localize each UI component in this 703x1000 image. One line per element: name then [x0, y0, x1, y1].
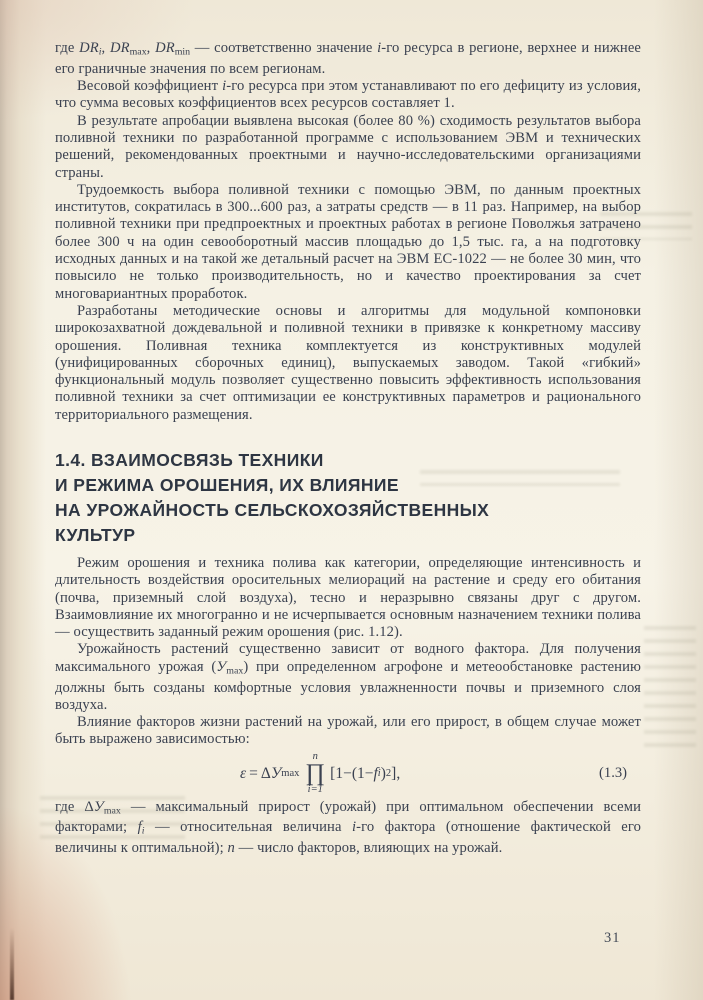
- show-through-artifact: [600, 212, 692, 240]
- paragraph-weight-coefficient: Весовой коэффициент i-го ресурса при этом устанавливают по его дефициту из условия, что сумма весовых коэффициентов всех ресурсов составляет 1.: [55, 78, 641, 112]
- show-through-artifact: [644, 626, 696, 756]
- paragraph-formula-legend-dr: где DRi, DRmax, DRmin — соответственно значение i-го ресурса в регионе, верхнее и нижнее его граничные значения по всем регионам.: [55, 40, 642, 77]
- page-number: 31: [604, 930, 621, 946]
- paragraph-yield-water-factor: Урожайность растений существенно зависит от водного фактора. Для получения максимального урожая (Уmax) при определенном агрофоне и метеообстановке растению должны быть созданы комфортные условия увлажненности почвы и приземного слоя воздуха.: [55, 641, 641, 713]
- product-symbol: ∏: [305, 760, 326, 787]
- paragraph-modular-basis: Разработаны методические основы и алгоритмы для модульной компоновки широкозахватной дождевальной и поливной техники в привязке к конкретному массиву орошения. Поливная техника комплектуется из конструктивных модулей (унифицированных сборочных единиц), выпускаемых заводом. Такой «гибкий» функциональный модуль позволяет существенно повысить эффективность использования поливной техники за счет оптимизации ее конструктивных параметров и рационального территориального размещения.: [55, 302, 641, 423]
- paragraph-approbation-results: В результате апробации выявлена высокая (более 80 %) сходимость результатов выбора поливной техники по разработанной программе с использованием ЭВМ и технических решений, рекомендованных проектными и научно-исследовательскими организациями страны.: [55, 112, 641, 181]
- paragraph-labor-intensity: Трудоемкость выбора поливной техники с помощью ЭВМ, по данным проектных институтов, сократилась в 300...600 раз, а затраты средств — в 11 раз. Например, на выбор поливной техники при предпроектных и проектных работах в регионе Поволжья затрачено более 300 ч на один севооборотный массив площадью до 1,5 тыс. га, а на подготовку исходных данных и на такой же детальный расчет на ЭВМ ЕС-1022 — не более 30 мин, что повысило не только производительность, но и качество проектирования за счет многовариантных проработок.: [55, 181, 641, 302]
- equals-sign: =: [249, 764, 258, 782]
- yield-subscript: max: [281, 768, 300, 780]
- equation-paren: ): [380, 764, 386, 782]
- book-spine-shadow: [10, 928, 14, 1000]
- equation-number: (1.3): [599, 765, 627, 782]
- factor-symbol: f: [373, 764, 378, 782]
- section-heading-line: 1.4. ВЗАИМОСВЯЗЬ ТЕХНИКИ: [55, 450, 324, 470]
- equation-1-3: [240, 752, 400, 796]
- section-heading-line: И РЕЖИМА ОРОШЕНИЯ, ИХ ВЛИЯНИЕ: [55, 475, 399, 495]
- equation-body: [1−(1−: [330, 764, 374, 782]
- product-upper-limit: n: [312, 750, 318, 762]
- paragraph-formula-legend-1-3: где ΔУmax — максимальный прирост (урожай) при оптимальном обеспечении всеми факторами; fi — относительная величина i-го фактора (отношение фактической его величины к оптимальной); n — число факторов, влияющих на урожай.: [55, 798, 641, 857]
- equation-row: [55, 752, 641, 796]
- equation-end: ],: [391, 764, 401, 782]
- equation-lhs: ε: [240, 764, 247, 782]
- paragraph-irrigation-regime: Режим орошения и техника полива как категории, определяющие интенсивность и длительность воздействия оросительных мелиораций на растение и среду его обитания (почва, приземный слой воздуха), тесно и неразрывно связаны друг с другом. Взаимовлияние их многогранно и не исчерпывается основным назначением техники полива — осуществить заданный режим орошения (рис. 1.12).: [55, 555, 641, 641]
- factor-subscript: i: [377, 768, 381, 780]
- yield-symbol: У: [270, 764, 282, 782]
- section-heading-line: КУЛЬТУР: [55, 525, 136, 545]
- square-exponent: 2: [385, 768, 392, 780]
- product-operator: [305, 752, 325, 796]
- product-lower-limit: i=1: [307, 784, 323, 796]
- text-column: [55, 40, 641, 857]
- section-heading-line: НА УРОЖАЙНОСТЬ СЕЛЬСКОХОЗЯЙСТВЕННЫХ: [55, 500, 490, 520]
- show-through-artifact: [40, 796, 185, 848]
- section-heading-1-4: [55, 448, 641, 548]
- show-through-artifact: [420, 470, 620, 486]
- delta-symbol: Δ: [260, 764, 271, 782]
- paragraph-factors-influence: Влияние факторов жизни растений на урожай, или его прирост, в общем случае может быть выражено зависимостью:: [55, 714, 641, 748]
